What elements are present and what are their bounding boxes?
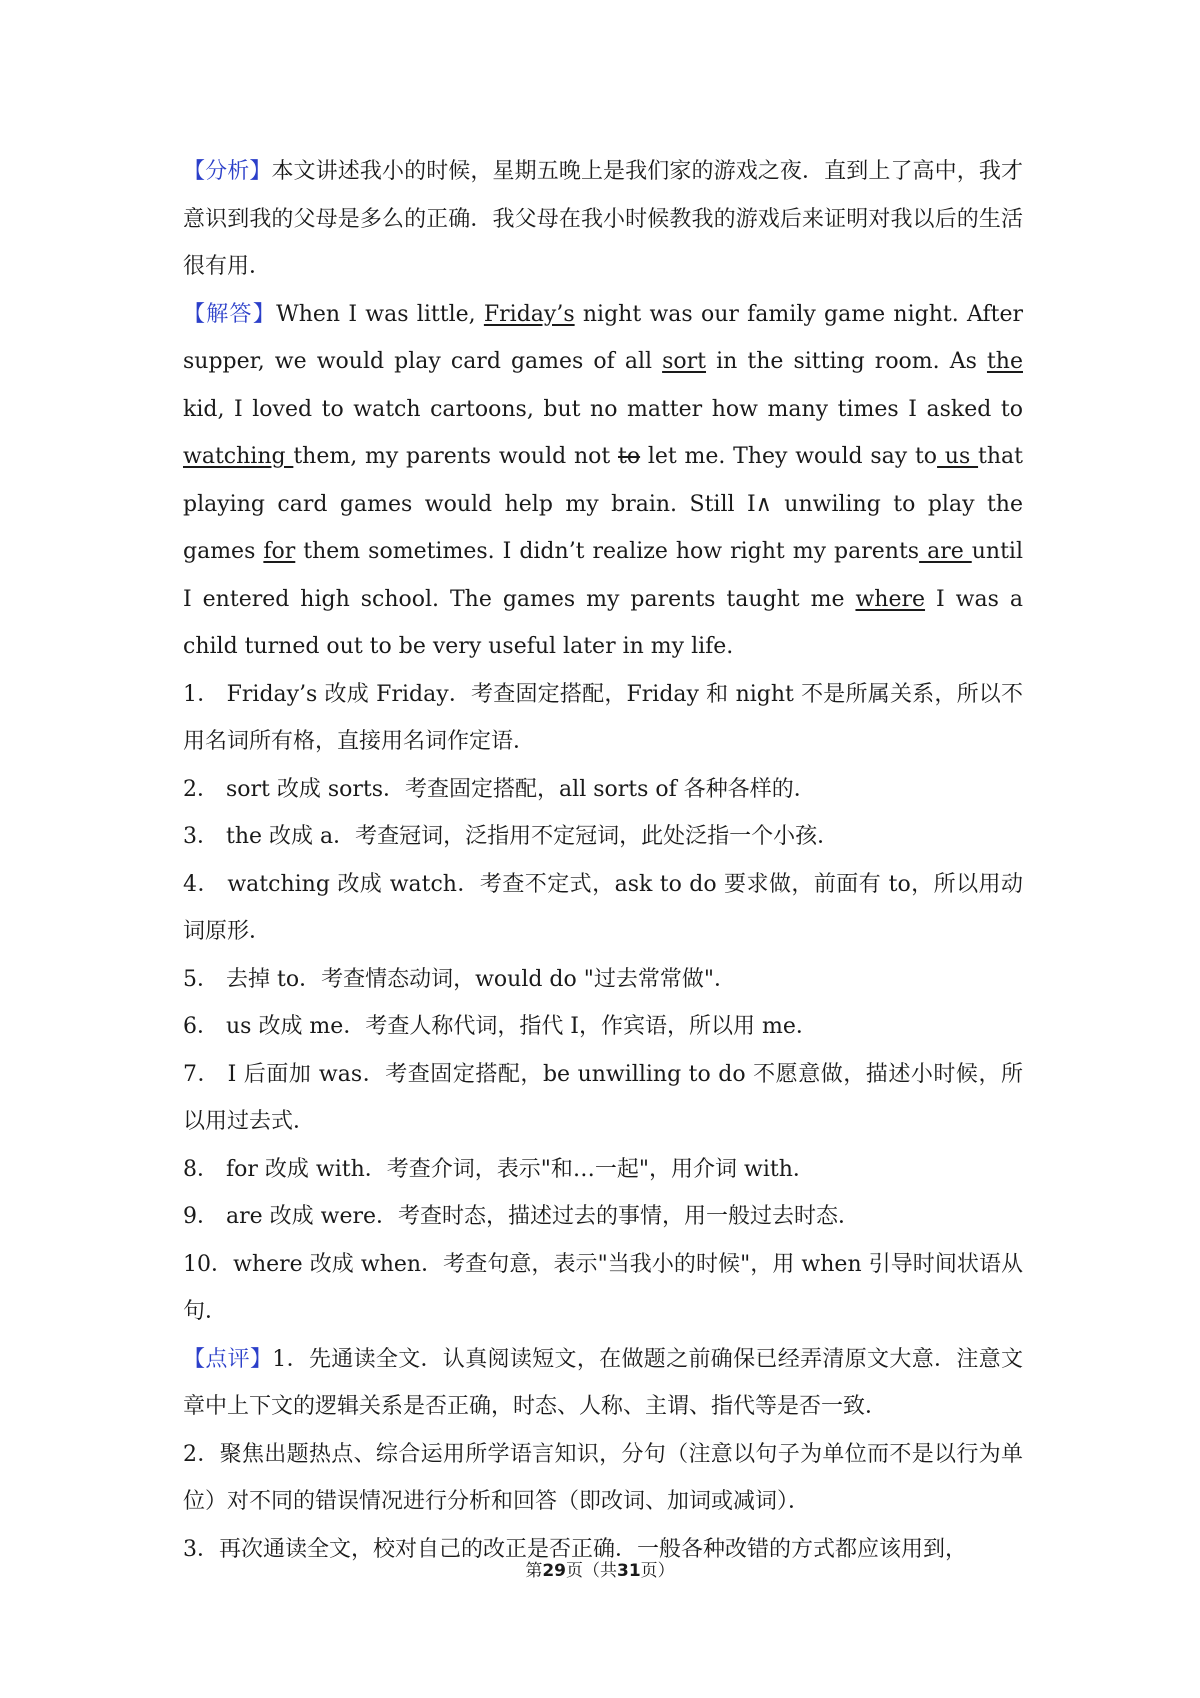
- page-number: 29: [542, 1561, 566, 1581]
- comment-tag: 【点评】: [183, 1346, 273, 1372]
- answer-text: them, my parents would not: [293, 444, 618, 469]
- document-body: [183, 148, 1023, 1573]
- total-pages: 31: [617, 1561, 641, 1581]
- error-mark-6: us: [937, 444, 979, 469]
- comment-line-2: 2．聚焦出题热点、综合运用所学语言知识，分句（注意以句子为单位而不是以行为单位）对不同的错误情况进行分析和回答（即改词、加词或减词）．: [183, 1441, 1023, 1514]
- error-mark-5-strikethrough: to: [618, 444, 641, 469]
- explanation-item-4: 4． watching 改成 watch．考查不定式，ask to do 要求做，前面有 to，所以用动词原形．: [183, 871, 1023, 944]
- error-mark-2: sort: [662, 349, 707, 374]
- comment-paragraph: [183, 1336, 1023, 1431]
- footer-middle: 页（共: [566, 1561, 617, 1581]
- error-mark-10: where: [855, 586, 926, 612]
- analysis-paragraph: [183, 148, 1023, 291]
- error-mark-3: the: [986, 349, 1023, 374]
- analysis-tag: 【分析】: [183, 159, 272, 184]
- explanation-item-8: 8． for 改成 with．考查介词，表示"和…一起"，用介词 with．: [183, 1156, 815, 1182]
- comment-line-3: 3．再次通读全文，校对自己的改正是否正确．一般各种改错的方式都应该用到，: [183, 1536, 967, 1562]
- footer-prefix: 第: [525, 1561, 543, 1581]
- error-mark-9: are: [919, 539, 972, 564]
- answer-text: until I entered high school. The games my parents taught me: [183, 539, 1023, 612]
- explanation-item-1: 1． Friday’s 改成 Friday．考查固定搭配，Friday 和 night 不是所属关系，所以不用名词所有格，直接用名词作定语．: [183, 681, 1023, 754]
- error-mark-4: watching: [183, 444, 294, 469]
- explanation-item-10: 10．where 改成 when．考查句意，表示"当我小的时候"，用 when 引导时间状语从句．: [183, 1251, 1023, 1324]
- answer-paragraph: [183, 291, 1023, 671]
- explanation-item-6: 6． us 改成 me．考查人称代词，指代 I，作宾语，所以用 me．: [183, 1014, 818, 1039]
- explanation-item-2: 2． sort 改成 sorts．考查固定搭配，all sorts of 各种各样的．: [183, 776, 816, 802]
- answer-text: When I was little,: [276, 301, 484, 327]
- answer-text: night was our family game night. After supper, we would play card games of all: [183, 301, 1023, 374]
- answer-text: them sometimes. I didn’t realize how right my parents: [295, 539, 920, 564]
- answer-text: kid, I loved to watch cartoons, but no matter how many times I asked to: [183, 396, 1023, 422]
- footer-suffix: 页）: [640, 1561, 675, 1581]
- answer-text: I was a child turned out to be very useful later in my life.: [183, 586, 1023, 659]
- explanation-item-3: 3． the 改成 a．考查冠词，泛指用不定冠词，此处泛指一个小孩．: [183, 824, 840, 849]
- error-mark-1: Friday’s: [483, 301, 575, 327]
- comment-line-1: 1．先通读全文．认真阅读短文，在做题之前确保已经弄清原文大意．注意文章中上下文的逻辑关系是否正确，时态、人称、主谓、指代等是否一致．: [183, 1346, 1023, 1419]
- page-footer: [0, 1556, 1200, 1581]
- explanation-item-9: 9． are 改成 were．考查时态，描述过去的事情，用一般过去时态．: [183, 1204, 861, 1229]
- answer-tag: 【解答】: [183, 301, 277, 327]
- explanation-item-5: 5． 去掉 to．考查情态动词，would do "过去常常做"．: [183, 966, 736, 992]
- error-mark-8: for: [263, 539, 296, 564]
- answer-text: that playing card games would help my brain. Still I∧ unwiling to play the games: [183, 444, 1024, 564]
- analysis-text: 本文讲述我小的时候，星期五晚上是我们家的游戏之夜．直到上了高中，我才意识到我的父母是多么的正确．我父母在我小时候教我的游戏后来证明对我以后的生活很有用．: [183, 159, 1023, 279]
- answer-text: let me. They would say to: [640, 444, 938, 469]
- answer-text: in the sitting room. As: [706, 349, 987, 374]
- explanation-item-7: 7． I 后面加 was．考查固定搭配，be unwilling to do 不愿意做，描述小时候，所以用过去式．: [183, 1061, 1023, 1134]
